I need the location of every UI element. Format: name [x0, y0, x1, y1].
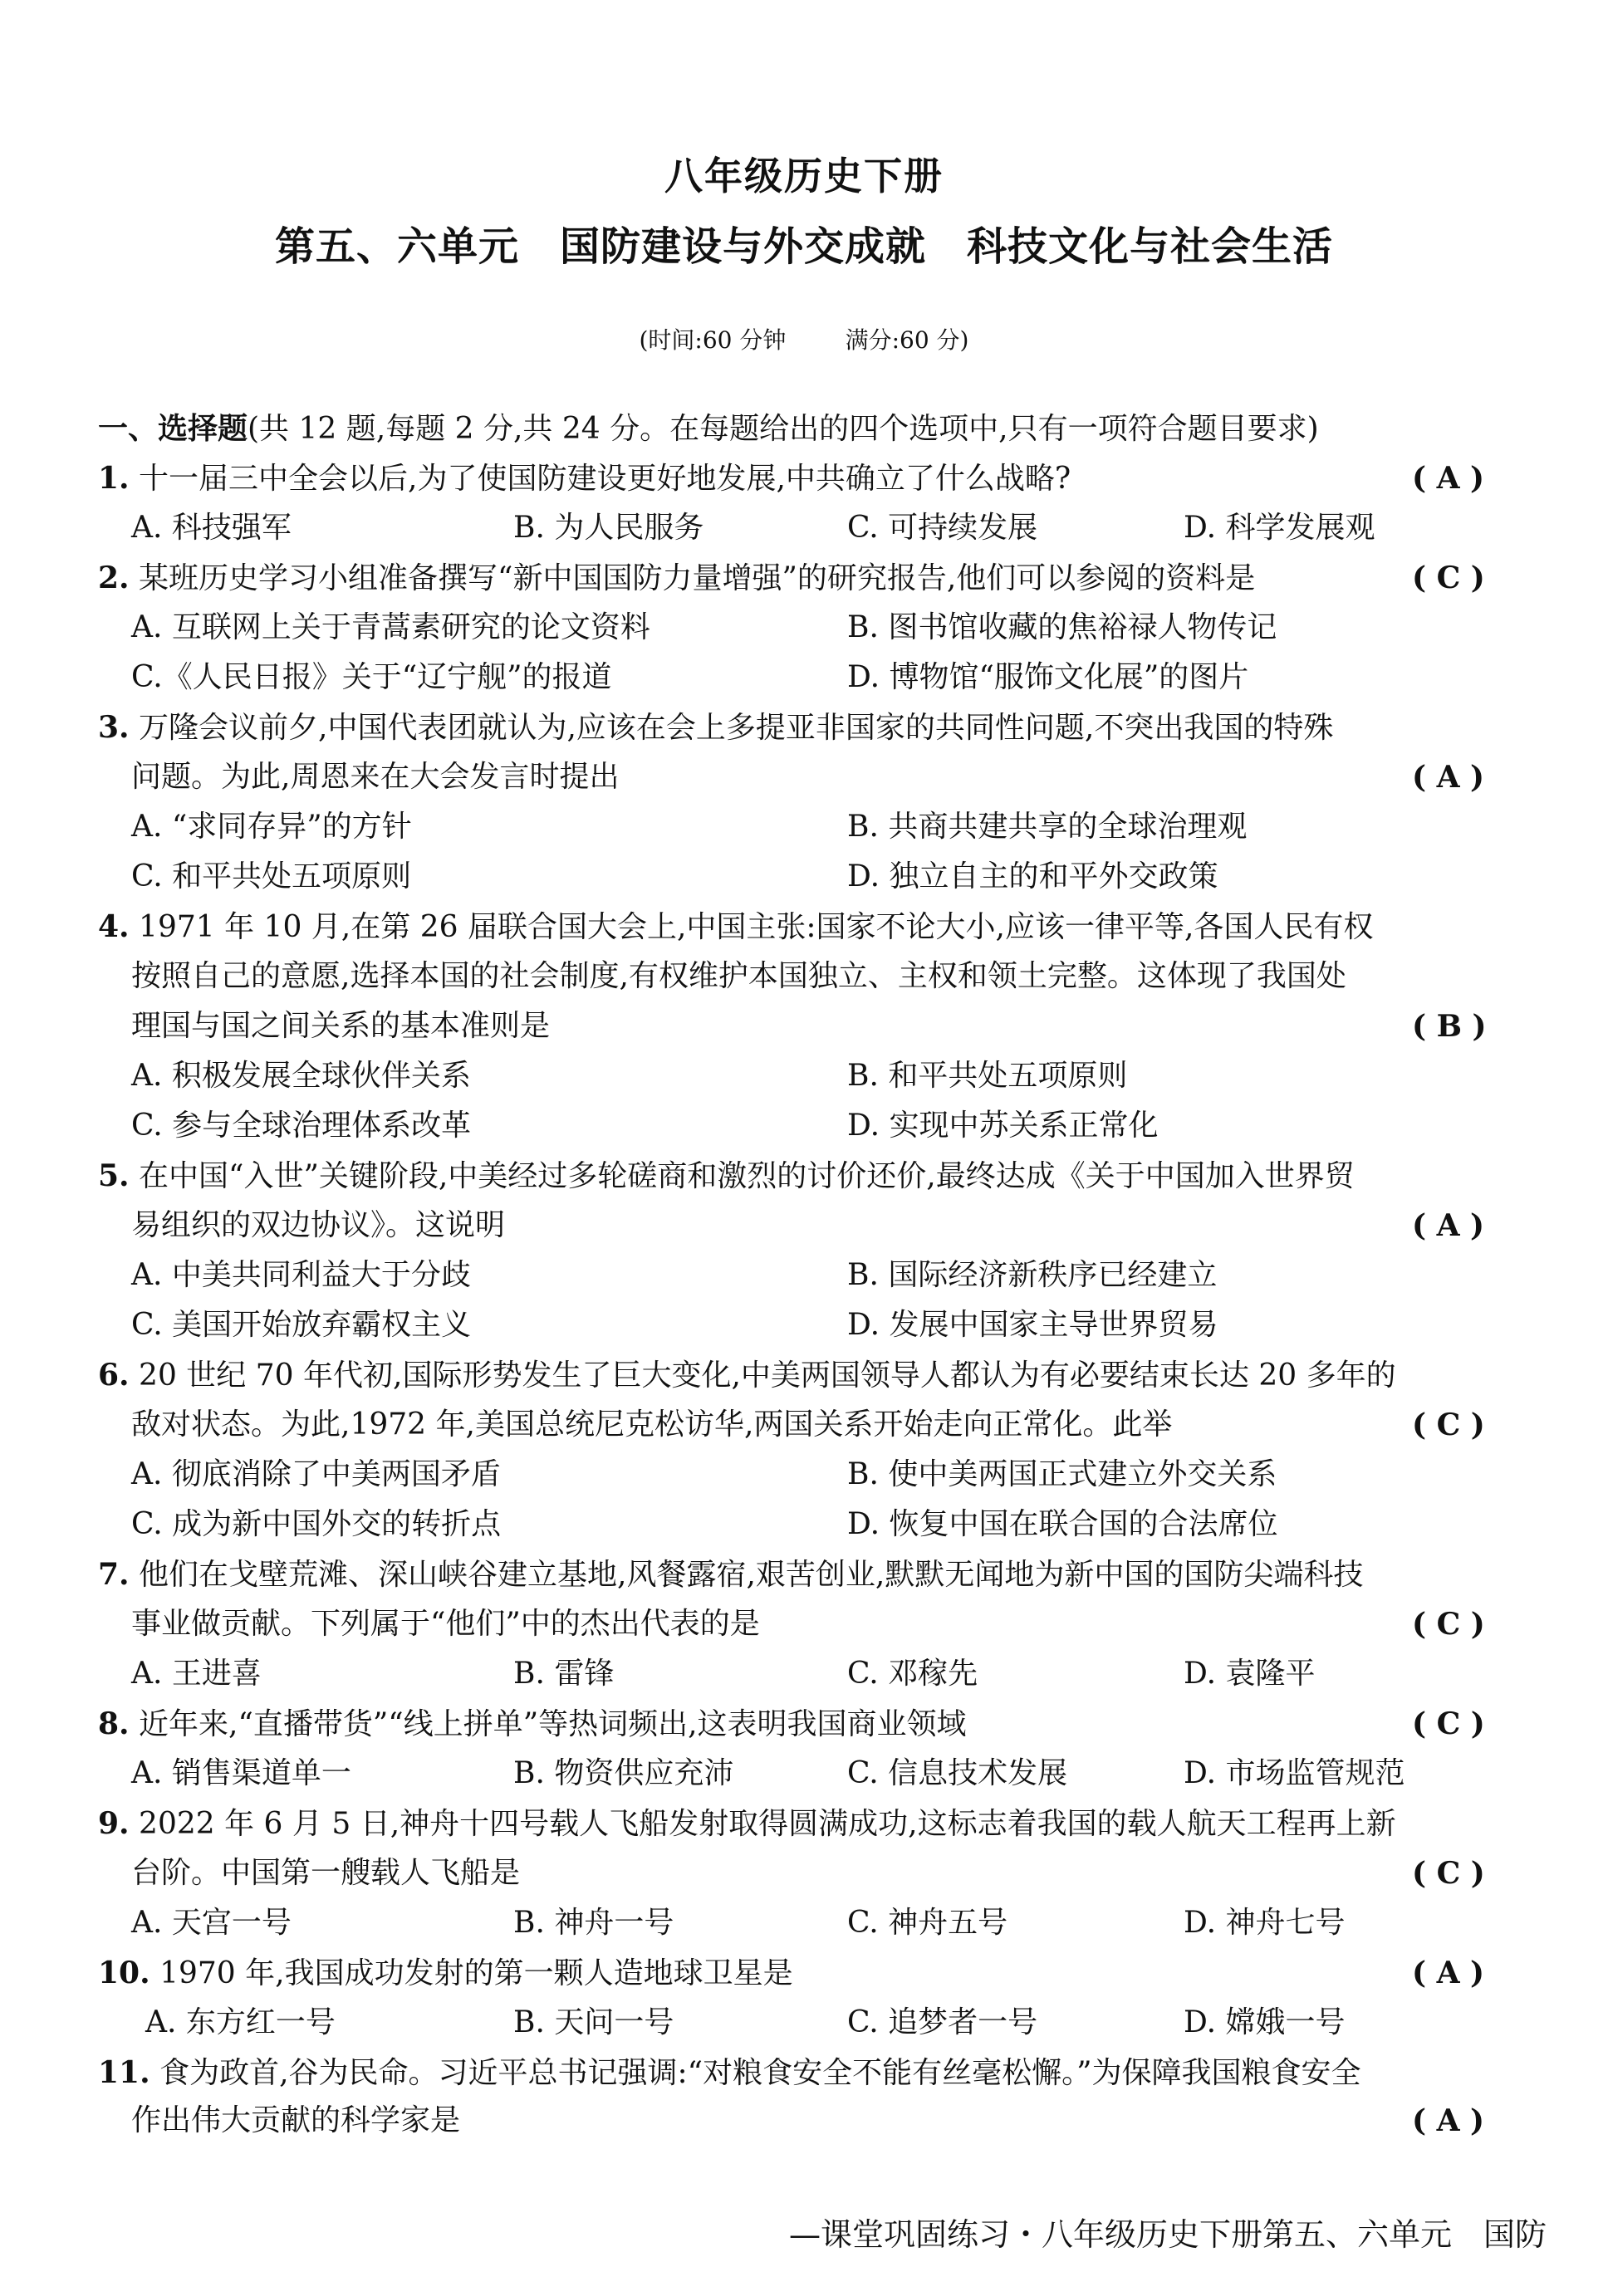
section-instructions: (共 12 题,每题 2 分,共 24 分。在每题给出的四个选项中,只有一项符合题目要求) [248, 412, 1319, 446]
option-6d: D. 恢复中国在联合国的合法席位 [847, 1507, 1278, 1541]
option-2c: C.《人民日报》关于“辽宁舰”的报道 [131, 660, 612, 694]
question-2 [98, 558, 1518, 599]
question-4-line-3: 理国与国之间关系的基本准则是 [131, 1009, 551, 1043]
question-1 [98, 458, 1518, 499]
question-8 [98, 1704, 1518, 1745]
answer-5: ( A ) [1412, 1208, 1485, 1243]
question-6 [98, 1355, 1518, 1396]
question-9-line-2: 台阶。中国第一艘载人飞船是 [131, 1856, 521, 1890]
question-number: 9. [98, 1806, 130, 1841]
answer-11: ( A ) [1412, 2103, 1485, 2138]
page-title: 八年级历史下册 [664, 154, 944, 198]
question-number: 4. [98, 909, 130, 944]
option-10b: B. 天问一号 [513, 2005, 674, 2039]
question-6-line-2: 敌对状态。为此,1972 年,美国总统尼克松访华,两国关系开始走向正常化。此举 [131, 1407, 1173, 1442]
option-1a: A. 科技强军 [131, 511, 292, 545]
option-7a: A. 王进喜 [131, 1657, 262, 1691]
time-limit: (时间:60 分钟 [639, 326, 787, 354]
question-7 [98, 1554, 1518, 1595]
answer-2: ( C ) [1412, 561, 1485, 595]
answer-7: ( C ) [1412, 1607, 1485, 1642]
option-9a: A. 天宫一号 [131, 1906, 292, 1940]
answer-4: ( B ) [1412, 1009, 1487, 1044]
option-3a: A. “求同存异”的方针 [131, 810, 412, 844]
option-7b: B. 雷锋 [513, 1657, 615, 1691]
question-text: 1971 年 10 月,在第 26 届联合国大会上,中国主张:国家不论大小,应该一律平等,各国人民有权 [139, 910, 1374, 944]
question-10 [98, 1953, 1518, 1994]
option-9c: C. 神舟五号 [847, 1906, 1008, 1940]
option-1b: B. 为人民服务 [513, 511, 704, 545]
question-5-line-2: 易组织的双边协议》。这说明 [131, 1208, 506, 1242]
answer-1: ( A ) [1412, 461, 1485, 496]
answer-3: ( A ) [1412, 760, 1485, 795]
option-4c: C. 参与全球治理体系改革 [131, 1109, 472, 1143]
option-10c: C. 追梦者一号 [847, 2005, 1038, 2039]
option-2d: D. 博物馆“服饰文化展”的图片 [847, 660, 1249, 694]
option-5c: C. 美国开始放弃霸权主义 [131, 1308, 472, 1342]
answer-6: ( C ) [1412, 1407, 1485, 1442]
page-subtitle: 第五、六单元 国防建设与外交成就 科技文化与社会生活 [274, 223, 1333, 270]
option-1d: D. 科学发展观 [1184, 511, 1375, 545]
question-number: 11. [98, 2055, 150, 2090]
option-5d: D. 发展中国家主导世界贸易 [847, 1308, 1218, 1342]
question-number: 2. [98, 561, 130, 595]
question-11-line-2: 作出伟大贡献的科学家是 [131, 2103, 461, 2137]
answer-8: ( C ) [1412, 1706, 1485, 1741]
question-7-line-2: 事业做贡献。下列属于“他们”中的杰出代表的是 [131, 1607, 760, 1641]
question-9 [98, 1804, 1518, 1844]
option-4a: A. 积极发展全球伙伴关系 [131, 1059, 471, 1093]
option-9b: B. 神舟一号 [513, 1906, 674, 1940]
option-7c: C. 邓稼先 [847, 1657, 978, 1691]
option-4d: D. 实现中苏关系正常化 [847, 1109, 1159, 1143]
question-number: 10. [98, 1956, 150, 1990]
option-8a: A. 销售渠道单一 [131, 1756, 351, 1790]
option-8d: D. 市场监管规范 [1184, 1756, 1405, 1790]
option-3c: C. 和平共处五项原则 [131, 859, 412, 893]
question-text: 近年来,“直播带货”“线上拼单”等热词频出,这表明我国商业领域 [139, 1707, 967, 1741]
option-2b: B. 图书馆收藏的焦裕禄人物传记 [847, 610, 1277, 644]
answer-10: ( A ) [1412, 1956, 1485, 1990]
question-number: 6. [98, 1358, 130, 1393]
option-8b: B. 物资供应充沛 [513, 1756, 734, 1790]
option-5a: A. 中美共同利益大于分歧 [131, 1258, 471, 1292]
option-7d: D. 袁隆平 [1184, 1657, 1316, 1691]
question-text: 20 世纪 70 年代初,国际形势发生了巨大变化,中美两国领导人都认为有必要结束长达 20 多年的 [139, 1359, 1396, 1393]
question-text: 他们在戈壁荒滩、深山峡谷建立基地,风餐露宿,艰苦创业,默默无闻地为新中国的国防尖端科技 [139, 1558, 1364, 1592]
option-10a: A. 东方红一号 [145, 2005, 336, 2039]
question-text: 万隆会议前夕,中国代表团就认为,应该在会上多提亚非国家的共同性问题,不突出我国的特殊 [139, 711, 1334, 745]
answer-9: ( C ) [1412, 1856, 1485, 1891]
page-footer: —课堂巩固练习・八年级历史下册第五、六单元 国防 [789, 2216, 1547, 2253]
question-number: 1. [98, 461, 130, 496]
question-11 [98, 2053, 1518, 2093]
question-number: 3. [98, 710, 130, 745]
question-text: 某班历史学习小组准备撰写“新中国国防力量增强”的研究报告,他们可以参阅的资料是 [139, 561, 1256, 595]
option-6c: C. 成为新中国外交的转折点 [131, 1507, 502, 1541]
option-3b: B. 共商共建共享的全球治理观 [847, 810, 1248, 844]
option-4b: B. 和平共处五项原则 [847, 1059, 1128, 1093]
option-10d: D. 嫦娥一号 [1184, 2005, 1346, 2039]
question-3-line-2: 问题。为此,周恩来在大会发言时提出 [131, 760, 620, 794]
question-4-line-2: 按照自己的意愿,选择本国的社会制度,有权维护本国独立、主权和领土完整。这体现了我国处 [131, 959, 1346, 993]
question-number: 8. [98, 1706, 130, 1741]
option-2a: A. 互联网上关于青蒿素研究的论文资料 [131, 610, 650, 644]
question-number: 7. [98, 1557, 130, 1592]
option-8c: C. 信息技术发展 [847, 1756, 1068, 1790]
question-3 [98, 707, 1518, 748]
option-9d: D. 神舟七号 [1184, 1906, 1346, 1940]
exam-meta [0, 322, 1608, 355]
question-text: 在中国“入世”关键阶段,中美经过多轮磋商和激烈的讨价还价,最终达成《关于中国加入世界贸 [139, 1159, 1355, 1193]
question-number: 5. [98, 1158, 130, 1193]
option-3d: D. 独立自主的和平外交政策 [847, 859, 1218, 893]
section-header [98, 409, 1518, 449]
question-text: 十一届三中全会以后,为了使国防建设更好地发展,中共确立了什么战略? [139, 462, 1071, 496]
option-1c: C. 可持续发展 [847, 511, 1038, 545]
question-text: 1970 年,我国成功发射的第一颗人造地球卫星是 [159, 1956, 793, 1990]
question-4 [98, 907, 1518, 947]
question-text: 2022 年 6 月 5 日,神舟十四号载人飞船发射取得圆满成功,这标志着我国的载人航天工程再上新 [139, 1807, 1396, 1841]
question-text: 食为政首,谷为民命。习近平总书记强调:“对粮食安全不能有丝毫松懈。”为保障我国粮食安全 [159, 2056, 1361, 2090]
option-5b: B. 国际经济新秩序已经建立 [847, 1258, 1218, 1292]
section-label: 一、选择题 [98, 411, 248, 446]
question-5 [98, 1156, 1518, 1197]
option-6b: B. 使中美两国正式建立外交关系 [847, 1457, 1277, 1491]
option-6a: A. 彻底消除了中美两国矛盾 [131, 1457, 501, 1491]
full-score: 满分:60 分) [845, 326, 969, 354]
